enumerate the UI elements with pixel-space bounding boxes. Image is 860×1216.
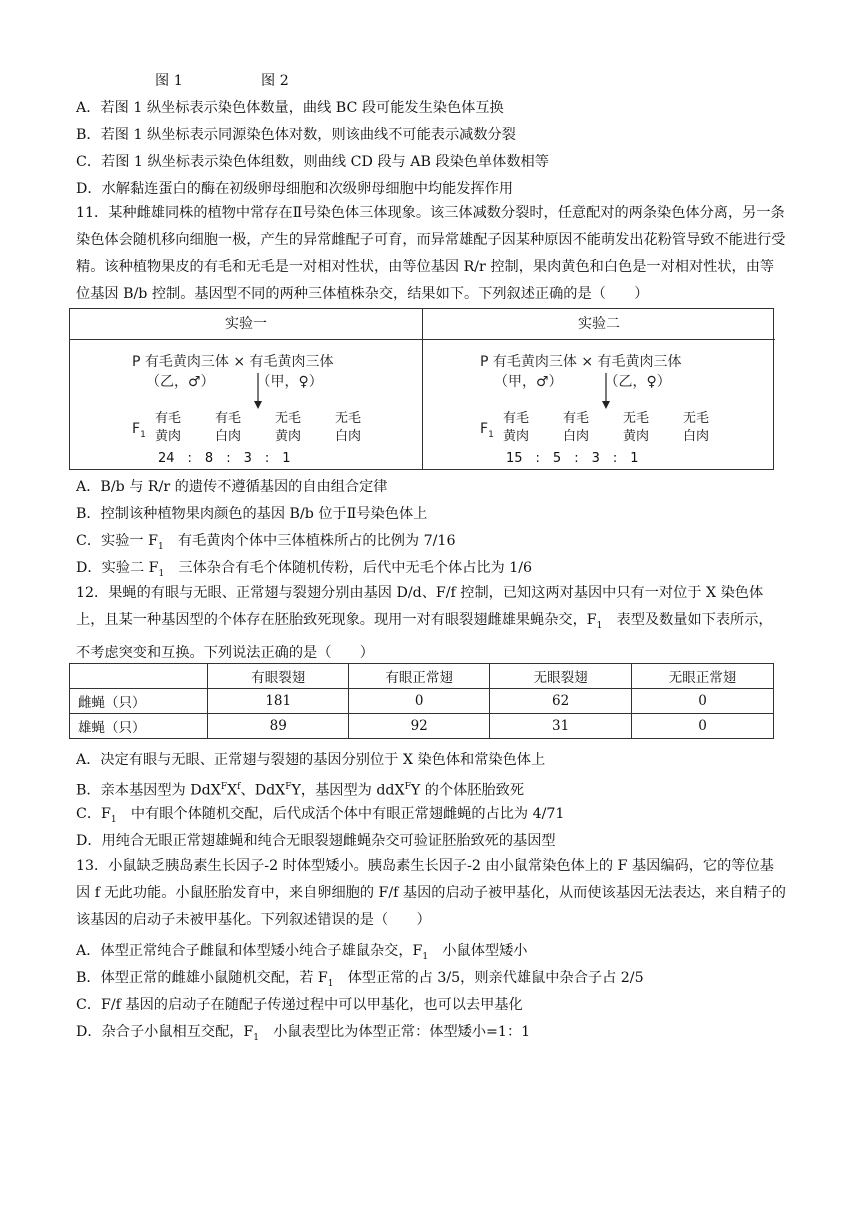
table-header-cell: [70, 664, 208, 689]
q13-option-a: A．体型正常纯合子雌鼠和体型矮小纯合子雄鼠杂交，$F_1$ 小鼠体型矮小: [76, 943, 528, 962]
q12-option-c: C．$F_1$ 中有眼个体随机交配，后代成活个体中有眼正常翅雌蝇的占比为 4/71: [76, 806, 565, 825]
table-row-header: 雌蝇（只）: [70, 689, 208, 714]
exp2-cross: P 有毛黄肉三体 × 有毛黄肉三体: [480, 354, 682, 370]
exp2-arrow: [601, 373, 611, 409]
table-row: [70, 714, 774, 739]
q11-option-b: B．控制该种植物果肉颜色的基因 B/b 位于Ⅱ号染色体上: [76, 506, 428, 522]
exp2-header: 实验二: [423, 309, 775, 340]
exp1-phenotype-4: 无毛 白肉: [334, 411, 361, 444]
q12-stem: 12．果蝇的有眼与无眼、正常翅与裂翅分别由基因 D/d、F/f 控制，已知这两对基因中只有一对位于 X 染色体上，且某一种基因型的个体存在胚胎致死现象。现用一对有眼裂翅雌雄果蝇杂交，$F_1$ 表型及数量如下表所示，不考虑突变和互换。下列说法正确的是（ ）: [76, 585, 773, 661]
q13-option-b: B．体型正常的雌雄小鼠随机交配，若 $F_1$ 体型正常的占 3/5，则亲代雄鼠中杂合子占 2/5: [76, 970, 644, 989]
q13-stem: 13．小鼠缺乏胰岛素生长因子-2 时体型矮小。胰岛素生长因子-2 由小鼠常染色体上的 F 基因编码，它的等位基因 f 无此功能。小鼠胚胎发育中，来自卵细胞的 F/f 基因的启动子被甲基化，从而使该基因无法表达，来自精子的该基因的启动子未被甲基化。下列叙述错误的是（ ）: [76, 858, 786, 928]
table-cell: 181: [208, 689, 349, 714]
q10-option-b: B．若图 1 纵坐标表示同源染色体对数，则该曲线不可能表示减数分裂: [76, 127, 516, 143]
experiment-table: [69, 308, 774, 470]
table-header-row: [70, 664, 774, 689]
exp1-header: 实验一: [70, 309, 422, 340]
exp2-parents: （甲，♂） （乙，♀）: [494, 374, 671, 390]
exp2-phenotype-1: 有毛 黄肉: [502, 411, 529, 444]
exp1-phenotype-1: 有毛 黄肉: [154, 411, 181, 444]
table-row-header: 雄蝇（只）: [70, 714, 208, 739]
q10-option-c: C．若图 1 纵坐标表示染色体组数，则曲线 CD 段与 AB 段染色单体数相等: [76, 154, 549, 170]
table-cell: 89: [208, 714, 349, 739]
table-cell: 31: [490, 714, 632, 739]
table-header-cell: 有眼正常翅: [349, 664, 490, 689]
table-cell: 0: [349, 689, 490, 714]
figure-2-label: 图 2: [261, 73, 289, 89]
exp2-f1-label: $F_1$: [480, 421, 494, 440]
exp1-cross: P 有毛黄肉三体 × 有毛黄肉三体: [132, 354, 334, 370]
q10-option-a: A．若图 1 纵坐标表示染色体数量，曲线 BC 段可能发生染色体互换: [76, 100, 504, 116]
q12-option-d: D．用纯合无眼正常翅雄蝇和纯合无眼裂翅雌蝇杂交可验证胚胎致死的基因型: [76, 833, 556, 849]
exp1-phenotype-2: 有毛 白肉: [214, 411, 241, 444]
table-cell: 62: [490, 689, 632, 714]
q11-option-c: C．实验一 $F_1$ 有毛黄肉个体中三体植株所占的比例为 7/16: [76, 533, 456, 552]
q11-option-d: D．实验二 $F_1$ 三体杂合有毛个体随机传粉，后代中无毛个体占比为 1/6: [76, 560, 533, 579]
q12-option-a: A．决定有眼与无眼、正常翅与裂翅的基因分别位于 X 染色体和常染色体上: [76, 752, 546, 768]
exp2-phenotype-3: 无毛 黄肉: [622, 411, 649, 444]
exp1-f1-label: $F_1$: [132, 421, 146, 440]
q12-option-b: B．亲本基因型为 $DdX^FX^f$、DdX$^F$Y，基因型为 ddX$^F$Y 的个体胚胎致死: [76, 782, 525, 799]
exp1-phenotype-3: 无毛 黄肉: [274, 411, 301, 444]
q13-option-d: D．杂合子小鼠相互交配，$F_1$ 小鼠表型比为体型正常：体型矮小=1：1: [76, 1024, 531, 1043]
table-header-cell: 无眼正常翅: [632, 664, 774, 689]
table-header-cell: 有眼裂翅: [208, 664, 349, 689]
exp2-ratio: 15 : 5 : 3 : 1: [506, 451, 639, 466]
fly-data-table: [69, 663, 774, 739]
q13-option-c: C．F/f 基因的启动子在随配子传递过程中可以甲基化，也可以去甲基化: [76, 997, 523, 1013]
figure-1-label: 图 1: [155, 73, 183, 89]
exp1-arrow: [253, 373, 263, 409]
table-row: [70, 689, 774, 714]
table-header-cell: 无眼裂翅: [490, 664, 632, 689]
exp2-phenotype-4: 无毛 白肉: [682, 411, 709, 444]
table-cell: 0: [632, 689, 774, 714]
table-cell: 92: [349, 714, 490, 739]
exp1-ratio: 24 : 8 : 3 : 1: [158, 451, 291, 466]
table-cell: 0: [632, 714, 774, 739]
exp2-phenotype-2: 有毛 白肉: [562, 411, 589, 444]
exp1-parents: （乙，♂） （甲，♀）: [146, 374, 323, 390]
q11-option-a: A．B/b 与 R/r 的遗传不遵循基因的自由组合定律: [76, 479, 388, 495]
q11-stem: 11．某种雌雄同株的植物中常存在Ⅱ号染色体三体现象。该三体减数分裂时，任意配对的两条染色体分离，另一条染色体会随机移向细胞一极，产生的异常雌配子可育，而异常雄配子因某种原因不能萌发出花粉管导致不能进行受精。该种植物果皮的有毛和无毛是一对相对性状，由等位基因 R/r 控制，果肉黄色和白色是一对相对性状，由等位基因 B/b 控制。基因型不同的两种三体植株杂交，结果如下。下列叙述正确的是（ ）: [76, 205, 786, 302]
q10-option-d: D．水解黏连蛋白的酶在初级卵母细胞和次级卵母细胞中均能发挥作用: [76, 181, 514, 197]
